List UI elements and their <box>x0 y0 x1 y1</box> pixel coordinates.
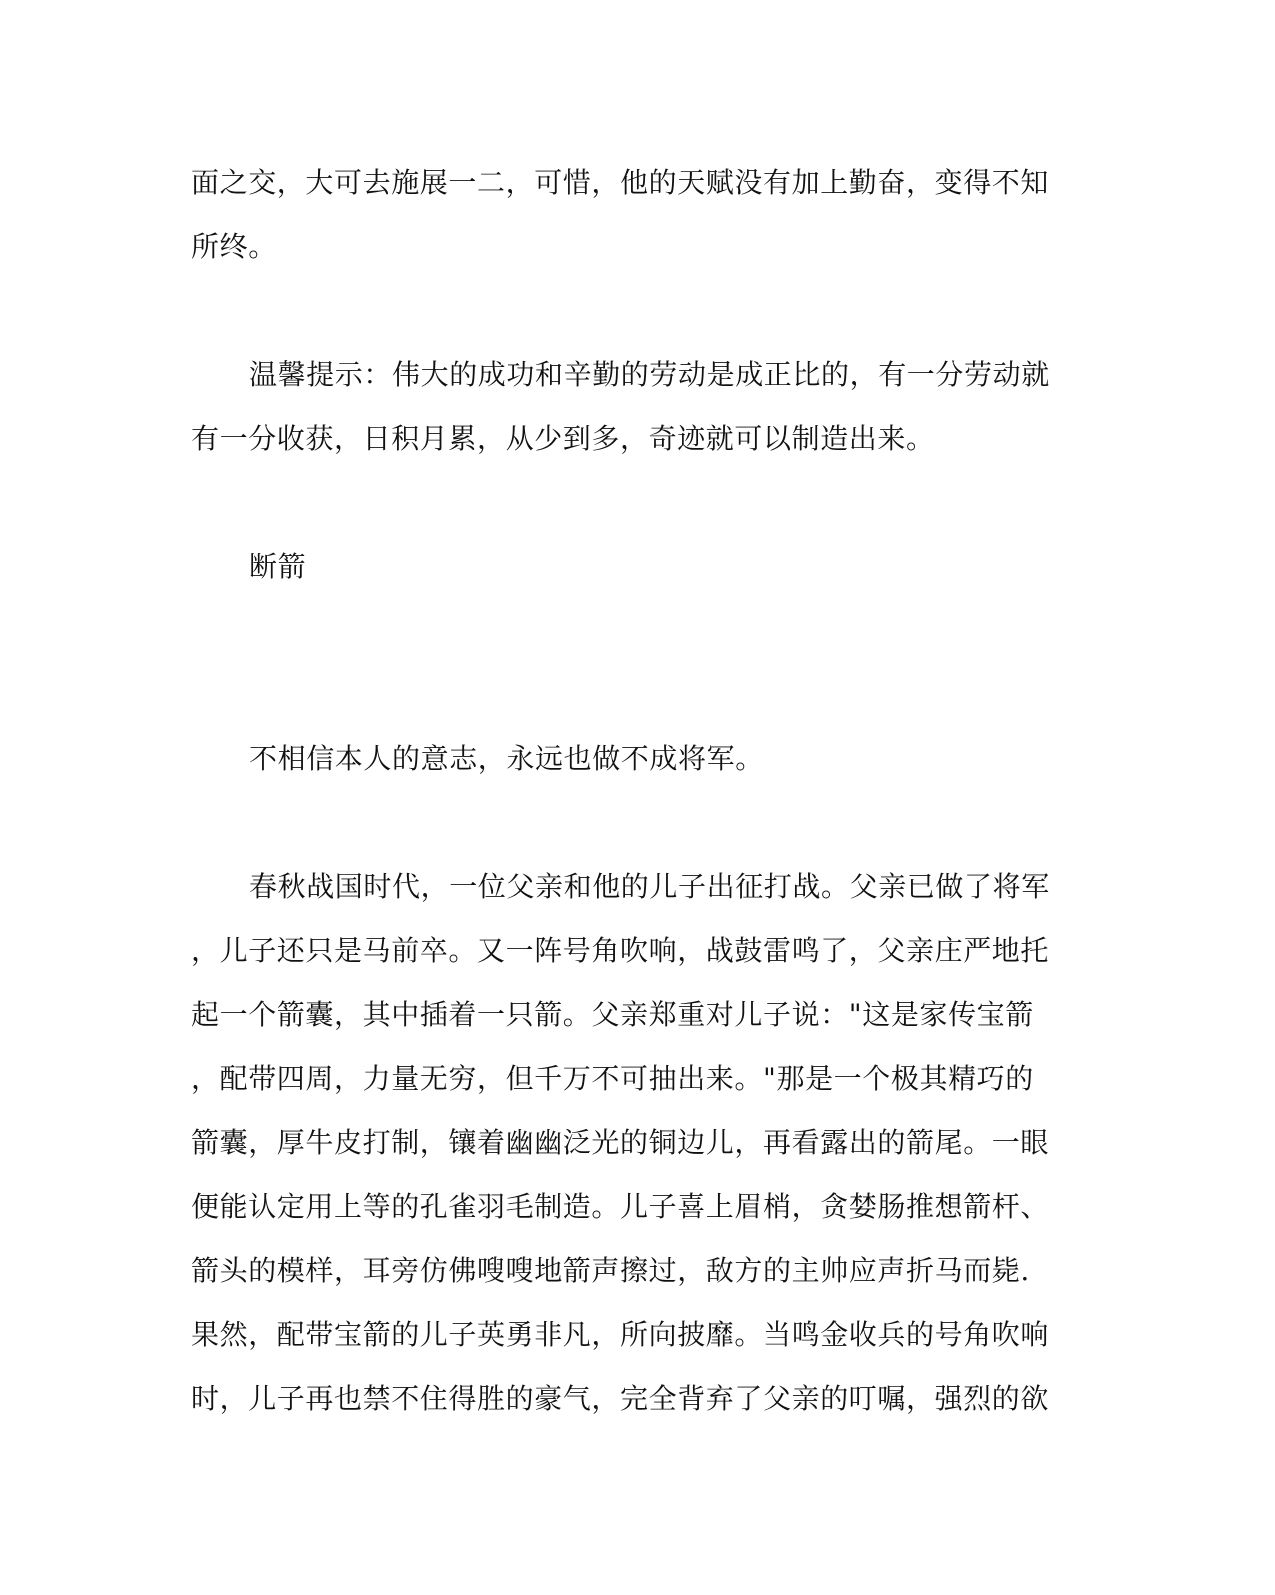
story-line-7: 箭头的模样，耳旁仿佛嗖嗖地箭声擦过，敌方的主帅应声折马而毙. <box>191 1254 1030 1287</box>
story-line-8: 果然，配带宝箭的儿子英勇非凡，所向披靡。当鸣金收兵的号角吹响 <box>191 1318 1050 1351</box>
story-line-2: ，儿子还只是马前卒。又一阵号角吹响，战鼓雷鸣了，父亲庄严地托 <box>191 934 1050 967</box>
story-line-9: 时，儿子再也禁不住得胜的豪气，完全背弃了父亲的叮嘱，强烈的欲 <box>191 1382 1050 1415</box>
paragraph-1-line-1: 面之交，大可去施展一二，可惜，他的天赋没有加上勤奋，变得不知 <box>191 166 1050 199</box>
story-line-5: 箭囊，厚牛皮打制，镶着幽幽泛光的铜边儿，再看露出的箭尾。一眼 <box>191 1126 1050 1159</box>
section-title: 断箭 <box>249 550 307 583</box>
story-line-1: 春秋战国时代，一位父亲和他的儿子出征打战。父亲已做了将军 <box>249 870 1050 903</box>
story-line-3: 起一个箭囊，其中插着一只箭。父亲郑重对儿子说："这是家传宝箭 <box>191 998 1034 1031</box>
paragraph-1-line-2: 所终。 <box>191 230 277 263</box>
story-line-6: 便能认定用上等的孔雀羽毛制造。儿子喜上眉梢，贪婪肠推想箭杆、 <box>191 1190 1050 1223</box>
motto-paragraph: 不相信本人的意志，永远也做不成将军。 <box>249 742 764 775</box>
tip-paragraph-line-2: 有一分收获，日积月累，从少到多，奇迹就可以制造出来。 <box>191 422 935 455</box>
tip-paragraph-line-1: 温馨提示：伟大的成功和辛勤的劳动是成正比的，有一分劳动就 <box>249 358 1050 391</box>
story-line-4: ，配带四周，力量无穷，但千万不可抽出来。"那是一个极其精巧的 <box>191 1062 1034 1095</box>
